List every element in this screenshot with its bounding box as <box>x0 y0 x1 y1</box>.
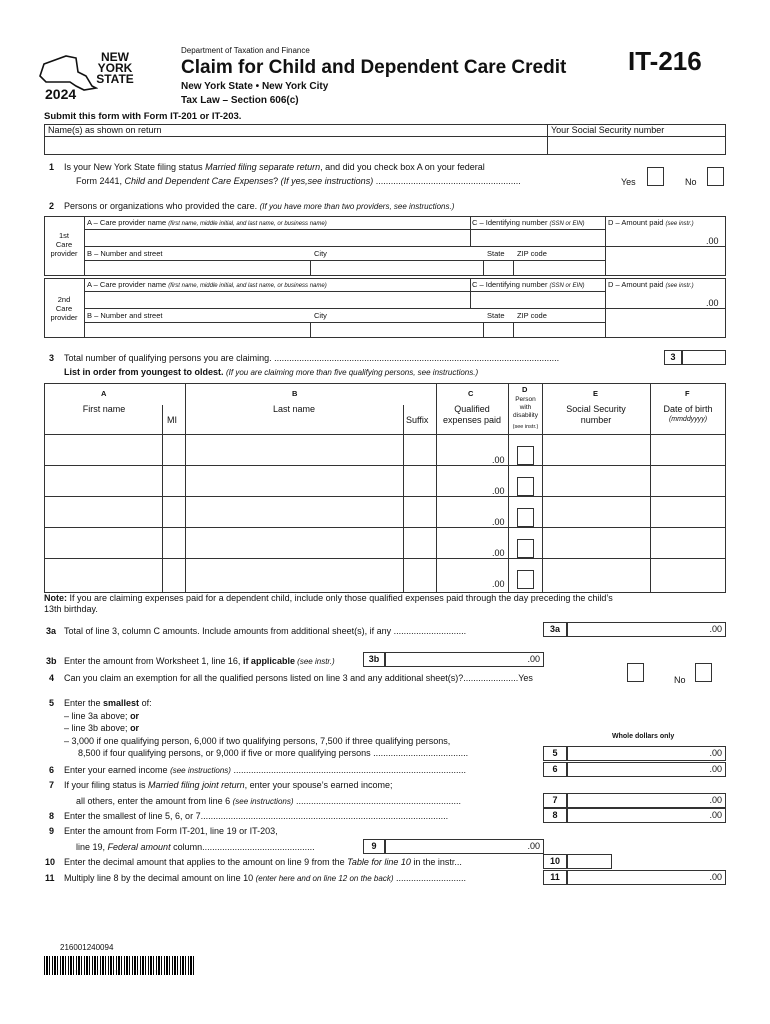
line10-number: 10 <box>45 857 56 867</box>
line4-yes-checkbox[interactable] <box>627 663 644 682</box>
col-c-letter: C <box>468 389 474 398</box>
provider1-col-d: D – Amount paid (see instr.) <box>608 218 694 227</box>
col-e-letter: E <box>593 389 599 398</box>
line11-amount[interactable]: .00 <box>567 870 726 885</box>
provider2-name-input[interactable] <box>85 292 469 307</box>
line3-number: 3 <box>49 353 55 363</box>
row2-amount[interactable]: .00 <box>492 486 505 496</box>
provider1-state: State <box>487 249 505 258</box>
row5-amount[interactable]: .00 <box>492 579 505 589</box>
names-label: Name(s) as shown on return <box>48 125 162 135</box>
provider1-end-div <box>605 246 606 276</box>
line4-no-label: No <box>674 675 686 685</box>
col-see-instr: (see instr.) <box>512 424 539 430</box>
col-d-letter: D <box>522 385 528 394</box>
line3-input[interactable] <box>682 350 726 365</box>
line5-option-3b: 8,500 if four qualifying persons, or 9,000 if five or more qualifying persons ...................................... <box>78 748 469 758</box>
form-subtitle-law: Tax Law – Section 606(c) <box>181 95 299 106</box>
line1-no-checkbox[interactable] <box>707 167 724 186</box>
line6-amount[interactable]: .00 <box>567 762 726 777</box>
note-text-1: Note: If you are claiming expenses paid for a dependent child, include only those qualified expenses paid through the day preceding the child’s <box>44 593 613 603</box>
footer-form-code: 216001240094 <box>60 943 114 952</box>
provider1-zip: ZIP code <box>517 249 547 258</box>
col-ssn: Social Security number <box>566 404 626 425</box>
line9-text-a: Enter the amount from Form IT-201, line 19 or IT-203, <box>64 826 278 836</box>
provider1-zip-div <box>513 260 514 276</box>
state-logo-text: NEW YORK STATE <box>96 50 134 86</box>
col-f-div <box>650 383 651 593</box>
line3b-text: Enter the amount from Worksheet 1, line 16, if applicable (see instr.) <box>64 656 335 666</box>
col-a-letter: A <box>101 389 107 398</box>
provider2-city-div <box>310 322 311 338</box>
provider2-zip-div <box>513 322 514 338</box>
line3b-box-label: 3b <box>363 652 385 667</box>
provider1-id-input[interactable] <box>471 230 604 245</box>
row1-disability-checkbox[interactable] <box>517 446 534 465</box>
table-header-bottom <box>44 434 726 435</box>
row3-disability-checkbox[interactable] <box>517 508 534 527</box>
provider1-state-div <box>483 260 484 276</box>
line8-box-label: 8 <box>543 808 567 823</box>
col-f-letter: F <box>685 389 690 398</box>
line5-text: Enter the smallest of: <box>64 698 152 708</box>
line1-yes-label: Yes <box>621 177 636 187</box>
row3-top <box>44 527 726 528</box>
line2-text: Persons or organizations who provided the care. (If you have more than two providers, see instructions.) <box>64 201 455 211</box>
provider1-label: 1st Care provider <box>50 231 78 258</box>
line10-text: Enter the decimal amount that applies to the amount on line 9 from the Table for line 10 in the instr... <box>64 857 462 867</box>
col-b-letter: B <box>292 389 298 398</box>
line3b-amount[interactable]: .00 <box>385 652 544 667</box>
col-c-div <box>436 383 437 593</box>
line3b-number: 3b <box>46 656 57 666</box>
submit-note: Submit this form with Form IT-201 or IT-203. <box>44 111 242 122</box>
provider1-midline <box>84 246 726 247</box>
line9-box-label: 9 <box>363 839 385 854</box>
provider2-b-underline <box>84 322 605 323</box>
col-dob-format: (mmddyyyy) <box>668 416 708 423</box>
line7-text-b: all others, enter the amount from line 6 (see instructions) .................................................................. <box>76 796 462 806</box>
line10-input[interactable] <box>567 854 612 869</box>
provider1-b-underline <box>84 260 605 261</box>
line9-amount[interactable]: .00 <box>385 839 544 854</box>
line11-text: Multiply line 8 by the decimal amount on line 10 (enter here and on line 12 on the back) ............................ <box>64 873 466 883</box>
provider2-end-div <box>605 308 606 338</box>
ssn-input[interactable] <box>548 137 725 154</box>
row2-top <box>44 496 726 497</box>
provider2-amount[interactable]: .00 <box>706 298 719 308</box>
line1-text-b: Form 2441, Child and Dependent Care Expenses? (If yes,see instructions) .......................................................... <box>76 176 521 186</box>
col-b-div <box>185 383 186 593</box>
provider1-d-divider <box>605 216 606 246</box>
line1-no-label: No <box>685 177 697 187</box>
line5-option-1: – line 3a above; or <box>64 711 140 721</box>
provider2-state-div <box>483 322 484 338</box>
line5-option-2: – line 3b above; or <box>64 723 140 733</box>
col-first-name: First name <box>82 404 126 414</box>
col-dob: Date of birth <box>663 404 713 414</box>
col-mi: MI <box>167 415 177 425</box>
form-title: Claim for Child and Dependent Care Credit <box>181 57 567 78</box>
barcode <box>44 956 194 975</box>
line2-number: 2 <box>49 201 55 211</box>
line8-number: 8 <box>49 811 55 821</box>
tax-year: 2024 <box>45 86 77 102</box>
line5-amount[interactable]: .00 <box>567 746 726 761</box>
provider2-state: State <box>487 311 505 320</box>
line4-number: 4 <box>49 673 55 683</box>
provider2-zip: ZIP code <box>517 311 547 320</box>
provider2-col-c: C – Identifying number (SSN or EIN) <box>472 280 585 289</box>
line9-number: 9 <box>49 826 55 836</box>
row1-top <box>44 465 726 466</box>
line3-text: Total number of qualifying persons you are claiming. .................................................................................................................. <box>64 353 560 363</box>
col-qualified: Qualified expenses paid <box>442 404 502 425</box>
provider1-col-c: C – Identifying number (SSN or EIN) <box>472 218 585 227</box>
col-person-with: Person with disability <box>513 396 538 419</box>
provider2-d-divider <box>605 278 606 308</box>
line6-box-label: 6 <box>543 762 567 777</box>
whole-dollars-note: Whole dollars only <box>612 733 675 740</box>
row4-disability-checkbox[interactable] <box>517 539 534 558</box>
line7-amount[interactable]: .00 <box>567 793 726 808</box>
line1-number: 1 <box>49 162 55 172</box>
line5-number: 5 <box>49 698 55 708</box>
col-e-div <box>542 383 543 593</box>
provider1-city: City <box>314 249 327 258</box>
line8-text: Enter the smallest of line 5, 6, or 7................................................................................................... <box>64 811 449 821</box>
note-text-2: 13th birthday. <box>44 604 98 614</box>
line4-text: Can you claim an exemption for all the qualified persons listed on line 3 and any additional sheet(s)?......................Yes <box>64 673 533 683</box>
col-d-div <box>508 383 509 593</box>
provider1-amount[interactable]: .00 <box>706 236 719 246</box>
line11-number: 11 <box>45 873 55 883</box>
line7-box-label: 7 <box>543 793 567 808</box>
ssn-label: Your Social Security number <box>551 125 665 135</box>
department-name: Department of Taxation and Finance <box>181 46 310 55</box>
provider1-city-div <box>310 260 311 276</box>
line3-list-note: List in order from youngest to oldest. (If you are claiming more than five qualifying persons, see instructions.) <box>64 367 479 377</box>
provider2-city: City <box>314 311 327 320</box>
line4-no-checkbox[interactable] <box>695 663 712 682</box>
line7-text-a: If your filing status is Married filing joint return, enter your spouse’s earned income; <box>64 780 393 790</box>
line1-yes-checkbox[interactable] <box>647 167 664 186</box>
provider2-col-b: B – Number and street <box>87 311 163 320</box>
provider2-id-input[interactable] <box>471 292 604 307</box>
line10-box-label: 10 <box>543 854 567 869</box>
provider2-col-a: A – Care provider name (first name, middle initial, and last name, or business name) <box>87 280 327 289</box>
line11-box-label: 11 <box>543 870 567 885</box>
provider1-col-a: A – Care provider name (first name, middle initial, and last name, or business name) <box>87 218 327 227</box>
line3a-amount[interactable]: .00 <box>567 622 726 637</box>
line3-box-label: 3 <box>664 350 682 365</box>
row3-amount[interactable]: .00 <box>492 517 505 527</box>
row4-top <box>44 558 726 559</box>
line8-amount[interactable]: .00 <box>567 808 726 823</box>
col-last-name: Last name <box>272 404 316 414</box>
line7-number: 7 <box>49 780 55 790</box>
provider1-col-b: B – Number and street <box>87 249 163 258</box>
provider1-name-input[interactable] <box>85 230 469 245</box>
form-id: IT-216 <box>628 46 702 76</box>
form-subtitle-jurisdiction: New York State • New York City <box>181 81 329 92</box>
names-input[interactable] <box>45 137 546 154</box>
line3a-number: 3a <box>46 626 57 636</box>
line6-number: 6 <box>49 765 55 775</box>
line5-option-3a: – 3,000 if one qualifying person, 6,000 if two qualifying persons, 7,500 if three qualifying persons, <box>64 736 451 746</box>
line5-box-label: 5 <box>543 746 567 761</box>
line1-text-a: Is your New York State filing status Married filing separate return, and did you check box A on your federal <box>64 162 485 172</box>
line3a-text: Total of line 3, column C amounts. Include amounts from additional sheet(s), if any ............................. <box>64 626 467 636</box>
line9-text-b: line 19, Federal amount column............................................. <box>76 842 315 852</box>
row4-amount[interactable]: .00 <box>492 548 505 558</box>
provider2-label: 2nd Care provider <box>50 295 78 322</box>
row5-disability-checkbox[interactable] <box>517 570 534 589</box>
row1-amount[interactable]: .00 <box>492 455 505 465</box>
provider2-col-d: D – Amount paid (see instr.) <box>608 280 694 289</box>
col-suffix: Suffix <box>406 415 429 425</box>
line6-text: Enter your earned income (see instructions) ............................................................................................. <box>64 765 467 775</box>
row2-disability-checkbox[interactable] <box>517 477 534 496</box>
provider2-midline <box>84 308 726 309</box>
line3a-box-label: 3a <box>543 622 567 637</box>
